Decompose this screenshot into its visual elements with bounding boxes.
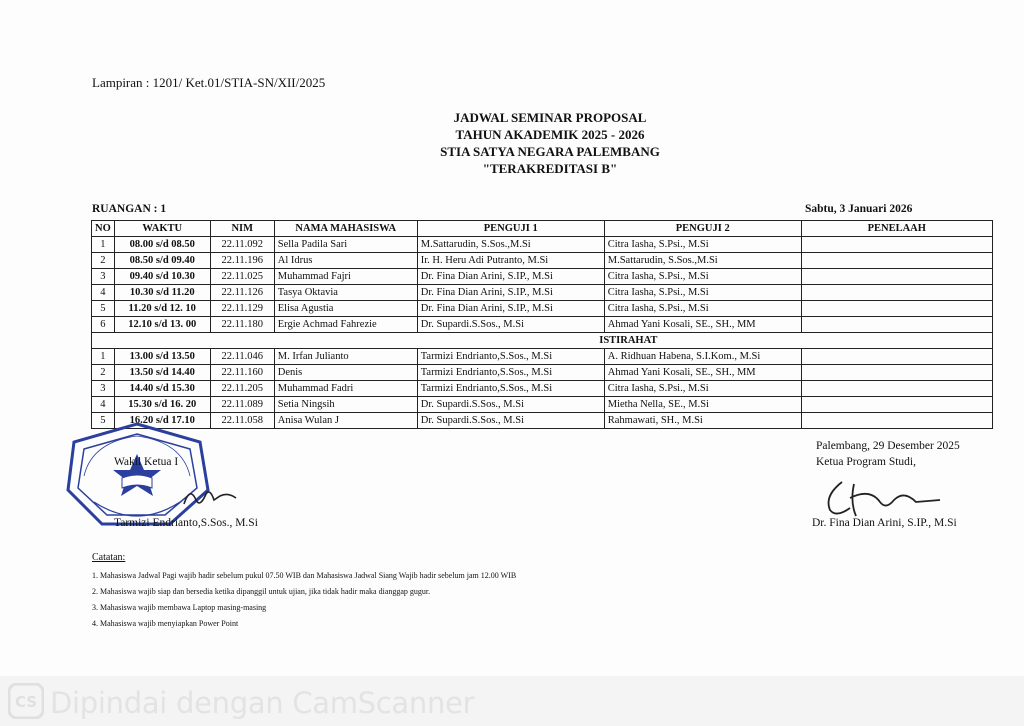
- table-row: [92, 317, 993, 333]
- cell-nim: 22.11.196: [210, 253, 274, 269]
- left-signature-scribble: [180, 482, 240, 512]
- header-nim: NIM: [210, 221, 274, 237]
- header-penelaah: PENELAAH: [801, 221, 992, 237]
- note-item: 1. Mahasiswa Jadwal Pagi wajib hadir sebelum pukul 07.50 WIB dan Mahasiswa Jadwal Siang Wajib hadir sebelum jam 12.00 WIB: [92, 571, 517, 580]
- table-row: [92, 253, 993, 269]
- cell-penguji-1: Dr. Supardi.S.Sos., M.Si: [417, 397, 604, 413]
- header-penguji-1: PENGUJI 1: [417, 221, 604, 237]
- cell-waktu: 08.50 s/d 09.40: [114, 253, 210, 269]
- table-header-row: [92, 221, 993, 237]
- table-row: [92, 285, 993, 301]
- cell-penguji-1: Ir. H. Heru Adi Putranto, M.Si: [417, 253, 604, 269]
- cell-waktu: 08.00 s/d 08.50: [114, 237, 210, 253]
- cell-nama: Al Idrus: [274, 253, 417, 269]
- cell-penguji-2: Citra Iasha, S.Psi., M.Si: [604, 381, 801, 397]
- cell-no: 2: [92, 253, 115, 269]
- table-row: [92, 301, 993, 317]
- cell-nim: 22.11.089: [210, 397, 274, 413]
- notes-heading: Catatan:: [92, 552, 126, 563]
- cell-nim: 22.11.126: [210, 285, 274, 301]
- right-signer-name: Dr. Fina Dian Arini, S.IP., M.Si: [812, 517, 957, 529]
- cell-penelaah: [801, 381, 992, 397]
- cell-no: 3: [92, 269, 115, 285]
- note-item: 4. Mahasiswa wajib menyiapkan Power Point: [92, 619, 239, 628]
- header-nama: NAMA MAHASISWA: [274, 221, 417, 237]
- cell-penguji-1: Dr. Fina Dian Arini, S.IP., M.Si: [417, 269, 604, 285]
- header-penguji-2: PENGUJI 2: [604, 221, 801, 237]
- cell-nim: 22.11.046: [210, 349, 274, 365]
- left-signer-title: Wakil Ketua I: [114, 456, 179, 468]
- schedule-date: Sabtu, 3 Januari 2026: [805, 203, 913, 215]
- title-line-3: STIA SATYA NEGARA PALEMBANG: [440, 144, 660, 159]
- header-no: NO: [92, 221, 115, 237]
- cell-penguji-2: Citra Iasha, S.Psi., M.Si: [604, 285, 801, 301]
- break-spacer: [801, 333, 992, 349]
- document-title: [370, 109, 730, 177]
- cell-penguji-1: Tarmizi Endrianto,S.Sos., M.Si: [417, 381, 604, 397]
- cell-penguji-2: A. Ridhuan Habena, S.I.Kom., M.Si: [604, 349, 801, 365]
- cell-nama: Anisa Wulan J: [274, 413, 417, 429]
- cell-penguji-1: Tarmizi Endrianto,S.Sos., M.Si: [417, 365, 604, 381]
- institution-stamp: [62, 420, 212, 530]
- break-row: [92, 333, 993, 349]
- cell-nim: 22.11.092: [210, 237, 274, 253]
- left-signer-name: Tarmizi Endrianto,S.Sos., M.Si: [114, 517, 258, 529]
- cell-no: 3: [92, 381, 115, 397]
- cell-nama: Setia Ningsih: [274, 397, 417, 413]
- cell-penguji-2: Citra Iasha, S.Psi., M.Si: [604, 237, 801, 253]
- cell-no: 5: [92, 301, 115, 317]
- cell-nama: Muhammad Fadri: [274, 381, 417, 397]
- header-waktu: WAKTU: [114, 221, 210, 237]
- cell-penguji-2: Citra Iasha, S.Psi., M.Si: [604, 269, 801, 285]
- cell-penelaah: [801, 301, 992, 317]
- note-item: 3. Mahasiswa wajib membawa Laptop masing-masing: [92, 603, 267, 612]
- cell-penguji-1: Dr. Fina Dian Arini, S.IP., M.Si: [417, 301, 604, 317]
- cell-penguji-2: M.Sattarudin, S.Sos.,M.Si: [604, 253, 801, 269]
- cell-nama: Ergie Achmad Fahrezie: [274, 317, 417, 333]
- lampiran-reference: Lampiran : 1201/ Ket.01/STIA-SN/XII/2025: [92, 75, 326, 90]
- camscanner-logo-text: CS: [14, 693, 38, 711]
- cell-no: 5: [92, 413, 115, 429]
- cell-nama: Tasya Oktavia: [274, 285, 417, 301]
- cell-no: 4: [92, 285, 115, 301]
- title-line-4: "TERAKREDITASI B": [482, 161, 618, 176]
- cell-waktu: 10.30 s/d 11.20: [114, 285, 210, 301]
- cell-waktu: 13.50 s/d 14.40: [114, 365, 210, 381]
- break-label: ISTIRAHAT: [417, 333, 801, 349]
- place-and-date: Palembang, 29 Desember 2025: [816, 440, 960, 452]
- cell-nama: Elisa Agustia: [274, 301, 417, 317]
- right-signer-title: Ketua Program Studi,: [816, 456, 916, 468]
- table-row: [92, 237, 993, 253]
- cell-penguji-1: M.Sattarudin, S.Sos.,M.Si: [417, 237, 604, 253]
- cell-nim: 22.11.180: [210, 317, 274, 333]
- cell-penguji-2: Mietha Nella, SE., M.Si: [604, 397, 801, 413]
- cell-penguji-1: Dr. Fina Dian Arini, S.IP., M.Si: [417, 285, 604, 301]
- cell-penelaah: [801, 269, 992, 285]
- cell-penelaah: [801, 317, 992, 333]
- table-row: [92, 349, 993, 365]
- cell-waktu: 14.40 s/d 15.30: [114, 381, 210, 397]
- cell-no: 1: [92, 349, 115, 365]
- break-spacer: [92, 333, 418, 349]
- room-label: RUANGAN : 1: [92, 203, 167, 215]
- cell-waktu: 16.20 s/d 17.10: [114, 413, 210, 429]
- cell-nim: 22.11.205: [210, 381, 274, 397]
- table-row: [92, 381, 993, 397]
- camscanner-watermark: Dipindai dengan CamScanner: [50, 686, 475, 720]
- cell-waktu: 13.00 s/d 13.50: [114, 349, 210, 365]
- camscanner-logo-icon: [8, 683, 44, 719]
- cell-penguji-2: Ahmad Yani Kosali, SE., SH., MM: [604, 365, 801, 381]
- cell-no: 2: [92, 365, 115, 381]
- cell-penguji-1: Dr. Supardi.S.Sos., M.Si: [417, 413, 604, 429]
- cell-no: 1: [92, 237, 115, 253]
- cell-penelaah: [801, 253, 992, 269]
- cell-nim: 22.11.129: [210, 301, 274, 317]
- table-row: [92, 365, 993, 381]
- table-row: [92, 269, 993, 285]
- cell-nama: M. Irfan Julianto: [274, 349, 417, 365]
- cell-penelaah: [801, 413, 992, 429]
- left-signature-block: [62, 420, 302, 550]
- cell-nama: Denis: [274, 365, 417, 381]
- cell-nim: 22.11.058: [210, 413, 274, 429]
- cell-waktu: 11.20 s/d 12. 10: [114, 301, 210, 317]
- cell-waktu: 15.30 s/d 16. 20: [114, 397, 210, 413]
- cell-nim: 22.11.025: [210, 269, 274, 285]
- cell-penelaah: [801, 365, 992, 381]
- table-row: [92, 397, 993, 413]
- cell-no: 4: [92, 397, 115, 413]
- cell-waktu: 09.40 s/d 10.30: [114, 269, 210, 285]
- schedule-table: [91, 220, 993, 429]
- title-line-2: TAHUN AKADEMIK 2025 - 2026: [455, 127, 645, 142]
- cell-penguji-2: Citra Iasha, S.Psi., M.Si: [604, 301, 801, 317]
- cell-penguji-1: Dr. Supardi.S.Sos., M.Si: [417, 317, 604, 333]
- cell-penelaah: [801, 285, 992, 301]
- cell-penguji-2: Rahmawati, SH., M.Si: [604, 413, 801, 429]
- cell-penelaah: [801, 237, 992, 253]
- right-signature-scribble: [820, 478, 950, 522]
- cell-penguji-2: Ahmad Yani Kosali, SE., SH., MM: [604, 317, 801, 333]
- notes-section: [92, 550, 516, 632]
- cell-penelaah: [801, 349, 992, 365]
- cell-nama: Muhammad Fajri: [274, 269, 417, 285]
- cell-penelaah: [801, 397, 992, 413]
- title-line-1: JADWAL SEMINAR PROPOSAL: [453, 110, 647, 125]
- cell-nama: Sella Padila Sari: [274, 237, 417, 253]
- cell-nim: 22.11.160: [210, 365, 274, 381]
- cell-waktu: 12.10 s/d 13. 00: [114, 317, 210, 333]
- note-item: 2. Mahasiswa wajib siap dan bersedia ketika dipanggil untuk ujian, jika tidak hadir maka dianggap gugur.: [92, 587, 431, 596]
- cell-no: 6: [92, 317, 115, 333]
- cell-penguji-1: Tarmizi Endrianto,S.Sos., M.Si: [417, 349, 604, 365]
